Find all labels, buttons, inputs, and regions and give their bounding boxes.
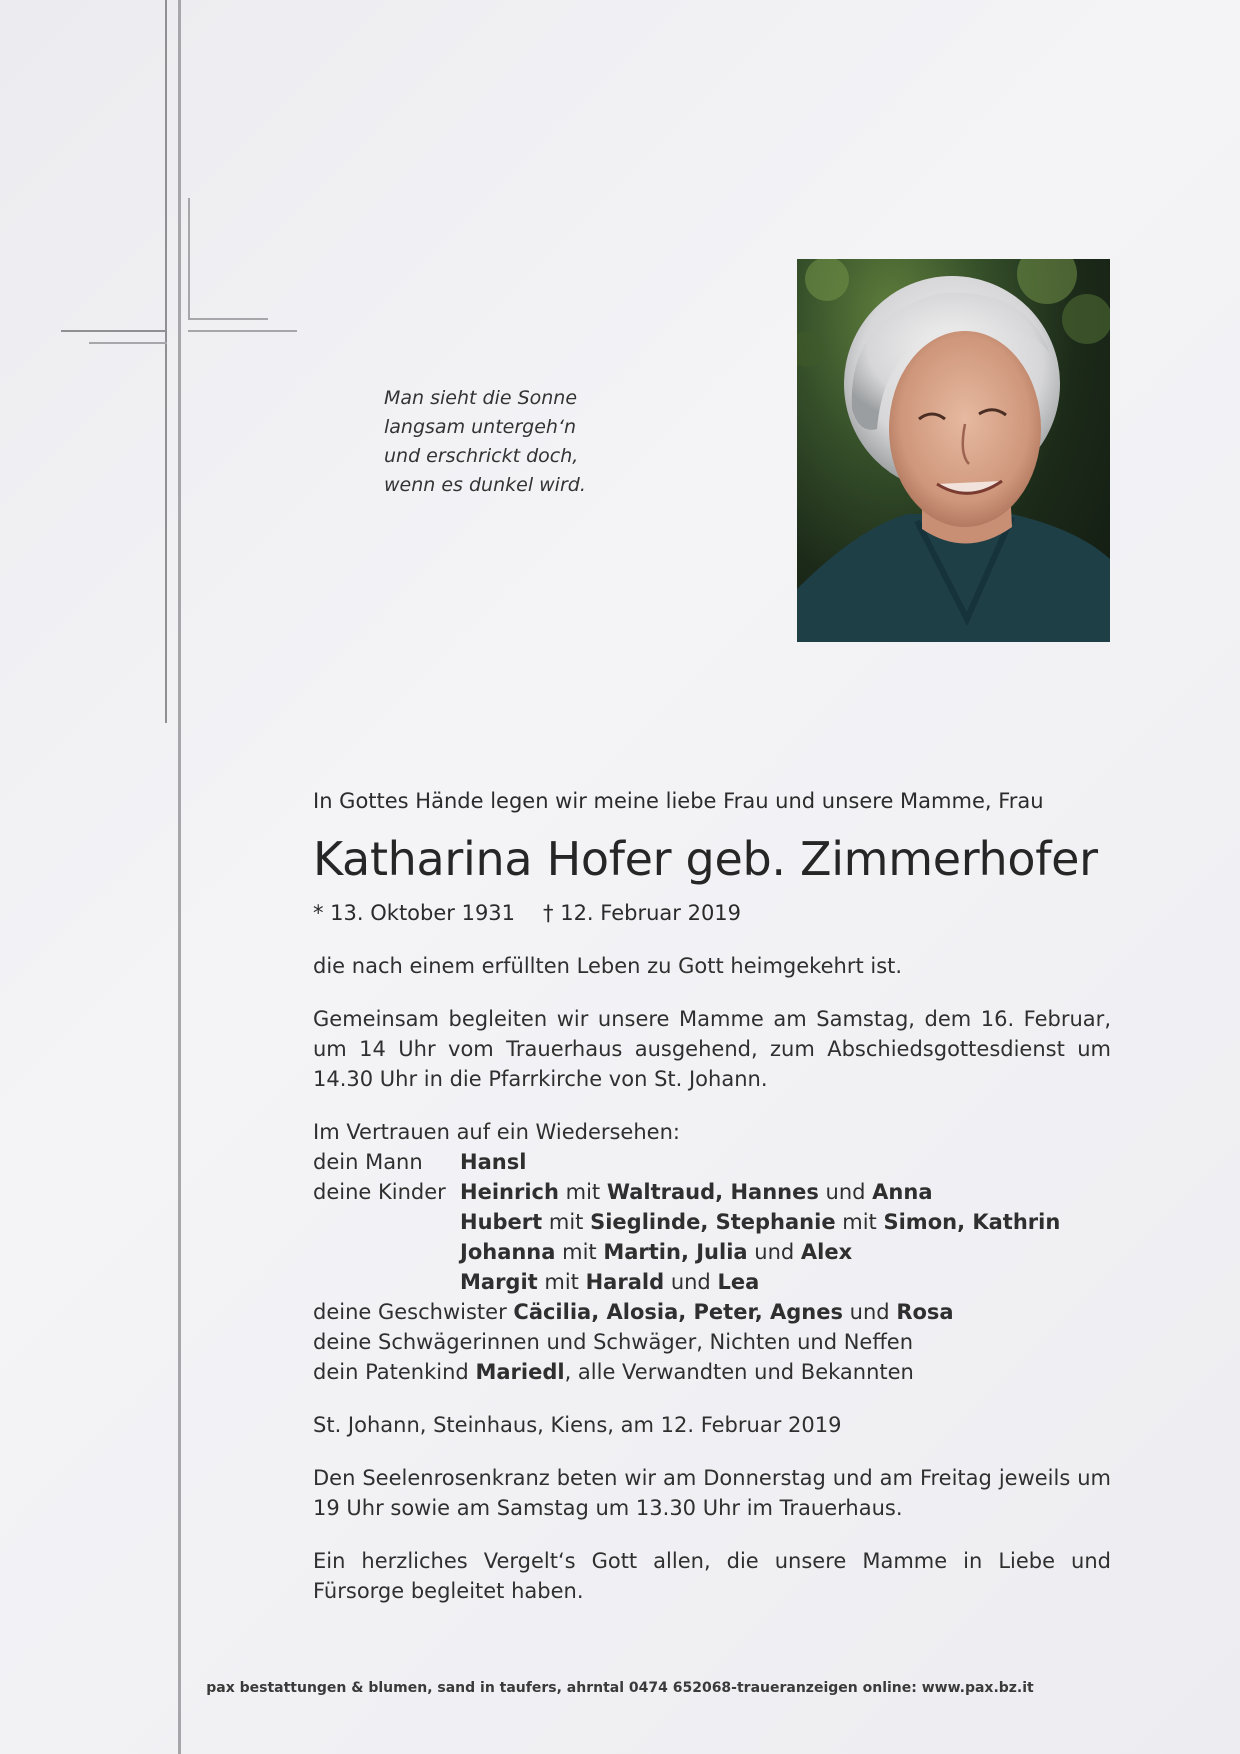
siblings-row (313, 1297, 1111, 1327)
death-date: † 12. Februar 2019 (543, 901, 742, 925)
connector-word: mit (562, 1240, 597, 1264)
portrait-image (797, 259, 1110, 642)
rosary-paragraph: Den Seelenrosenkranz beten wir am Donnerstag und am Freitag jeweils um 19 Uhr sowie am Samstag um 13.30 Uhr im Trauerhaus. (313, 1466, 1111, 1520)
siblings-label: deine Geschwister (313, 1300, 507, 1324)
child-name: Hubert (460, 1210, 543, 1234)
memorial-quote (384, 384, 644, 500)
child-row (313, 1207, 1111, 1237)
godchild-label: dein Patenkind (313, 1360, 469, 1384)
quote-line: und erschrickt doch, (384, 445, 579, 467)
husband-name: Hansl (460, 1150, 527, 1174)
connector-word: und (825, 1180, 866, 1204)
child-name: Johanna (460, 1240, 556, 1264)
connector-word: mit (544, 1270, 579, 1294)
child-family: Waltraud, Hannes (606, 1180, 819, 1204)
thanks-paragraph: Ein herzliches Vergelt‘s Gott allen, die unsere Mamme in Liebe und Fürsorge begleitet haben. (313, 1549, 1111, 1603)
child-name: Margit (460, 1270, 538, 1294)
siblings-names: Cäcilia, Alosia, Peter, Agnes (513, 1300, 843, 1324)
relatives-text: , alle Verwandten und Bekannten (564, 1360, 914, 1384)
children-label: deine Kinder (313, 1180, 446, 1204)
grandchildren: Anna (872, 1180, 933, 1204)
child-family: Sieglinde, Stephanie (590, 1210, 836, 1234)
mourners-block (313, 1117, 1111, 1387)
husband-label: dein Mann (313, 1150, 423, 1174)
grandchildren: Alex (800, 1240, 853, 1264)
quote-line: langsam untergeh‘n (384, 416, 577, 438)
connector-word: und (754, 1240, 795, 1264)
child-family: Martin, Julia (603, 1240, 748, 1264)
sibling-name: Rosa (896, 1300, 954, 1324)
obituary-text (313, 786, 1111, 1606)
connector-word: und (670, 1270, 711, 1294)
godchild-name: Mariedl (475, 1360, 565, 1384)
godchild-row (313, 1357, 1111, 1387)
deceased-name: Katharina Hofer geb. Zimmerhofer (313, 832, 1098, 886)
footer-imprint: pax bestattungen & blumen, sand in taufers, ahrntal 0474 652068-traueranzeigen online: www.pax.bz.it (206, 1680, 1034, 1696)
quote-line: wenn es dunkel wird. (384, 474, 586, 496)
quote-line: Man sieht die Sonne (384, 387, 578, 409)
funeral-paragraph: Gemeinsam begleiten wir unsere Mamme am Samstag, dem 16. Februar, um 14 Uhr vom Trauerhaus ausgehend, zum Abschiedsgottesdienst um 14.30 Uhr in die Pfarrkirche von St. Johann. (313, 1007, 1111, 1091)
child-row (313, 1237, 1111, 1267)
connector-word: und (849, 1300, 890, 1324)
child-family: Harald (585, 1270, 665, 1294)
place-date: St. Johann, Steinhaus, Kiens, am 12. Februar 2019 (313, 1413, 842, 1437)
life-dates (313, 898, 1111, 928)
connector-word: mit (548, 1210, 584, 1234)
intro-line: In Gottes Hände legen wir meine liebe Frau und unsere Mamme, Frau (313, 789, 1044, 813)
birth-date: * 13. Oktober 1931 (313, 901, 516, 925)
connector-word: mit (565, 1180, 601, 1204)
child-name: Heinrich (460, 1180, 559, 1204)
portrait-photo (797, 259, 1110, 642)
mourners-heading: Im Vertrauen auf ein Wiedersehen: (313, 1120, 680, 1144)
grandchildren: Simon, Kathrin (883, 1210, 1061, 1234)
returned-line: die nach einem erfüllten Leben zu Gott heimgekehrt ist. (313, 954, 903, 978)
child-row (313, 1267, 1111, 1297)
grandchildren: Lea (717, 1270, 760, 1294)
inlaws-row: deine Schwägerinnen und Schwäger, Nichten und Neffen (313, 1330, 914, 1354)
child-row (313, 1177, 1111, 1207)
connector-word: mit (842, 1210, 877, 1234)
husband-row (313, 1147, 1111, 1177)
